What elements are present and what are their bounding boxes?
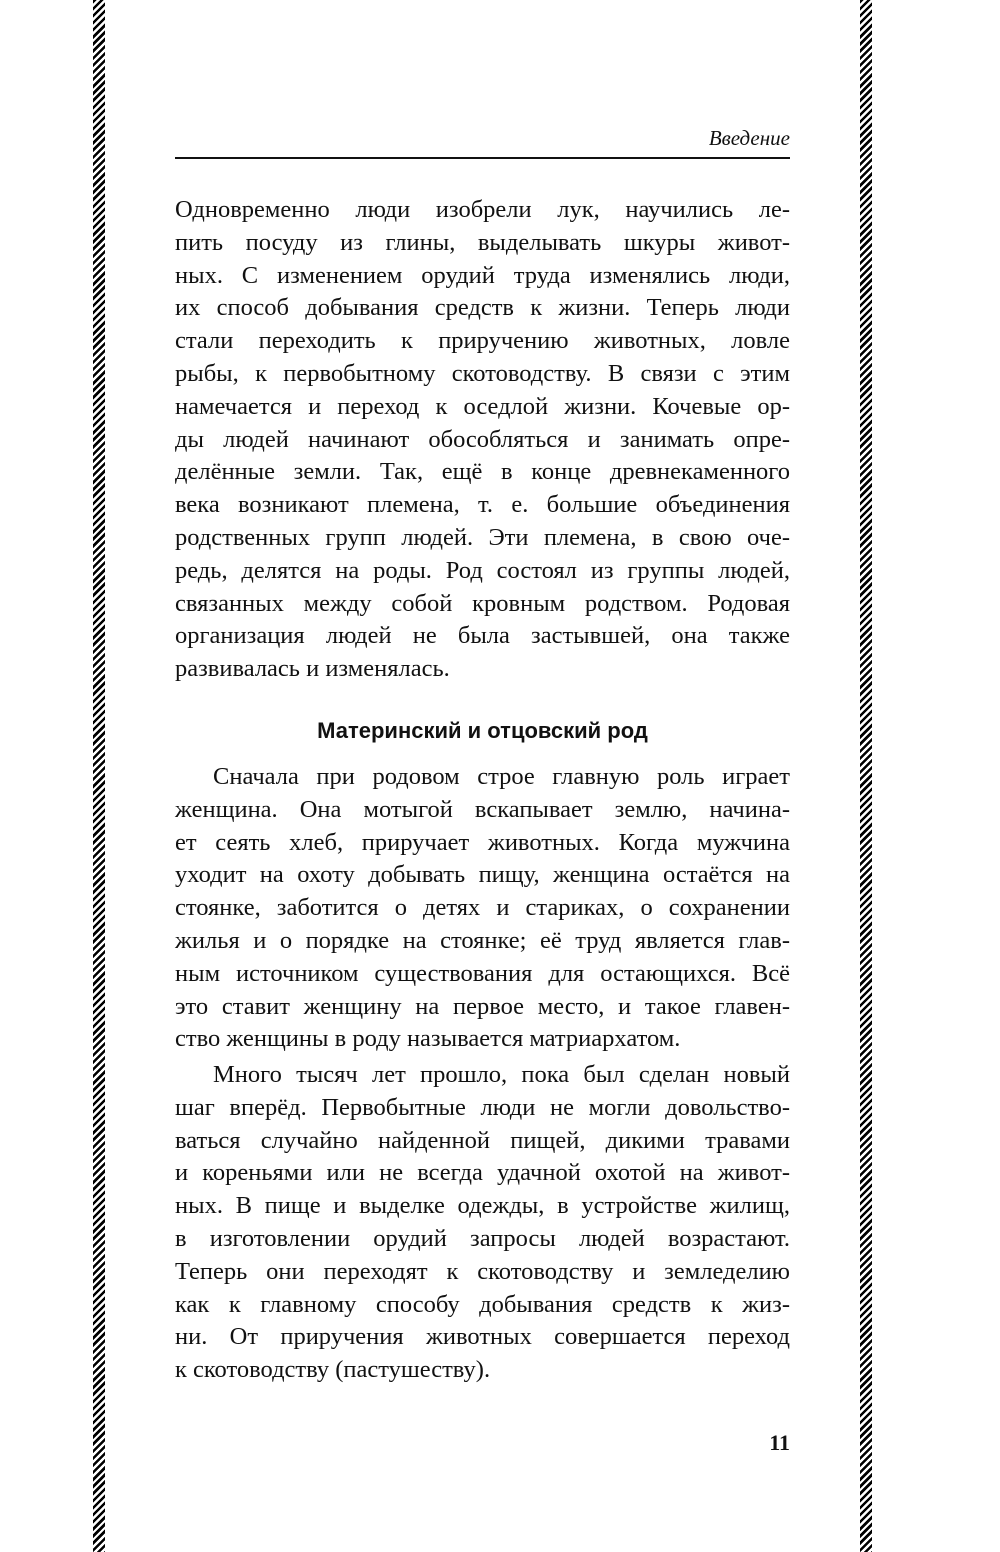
text-line: намечается и переход к оседлой жизни. Кочевые ор-	[175, 392, 790, 420]
text-line: ни. От приручения животных совершается переход	[175, 1323, 790, 1351]
text-line: как к главному способу добывания средств к жиз-	[175, 1290, 790, 1318]
text-line: жилья и о порядке на стоянке; её труд является глав-	[175, 926, 790, 954]
text-line: шаг вперёд. Первобытные люди не могли довольство-	[175, 1093, 790, 1121]
text-line: рыбы, к первобытному скотоводству. В связи с этим	[175, 359, 790, 387]
text-line: это ставит женщину на первое место, и такое главен-	[175, 992, 790, 1020]
running-head: Введение	[708, 126, 790, 150]
text-line: развивалась и изменялась.	[175, 655, 450, 683]
text-line: ды людей начинают обособляться и занимать опре-	[175, 425, 790, 453]
text-line: их способ добывания средств к жизни. Теперь люди	[175, 294, 790, 322]
paragraph-1	[175, 194, 790, 686]
text-line: ваться случайно найденной пищей, дикими травами	[175, 1126, 790, 1154]
text-line: стоянке, заботится о детях и стариках, о сохранении	[175, 894, 790, 922]
text-line: пить посуду из глины, выделывать шкуры живот-	[175, 228, 790, 256]
text-line: ных. В пище и выделке одежды, в устройстве жилищ,	[175, 1192, 790, 1220]
text-line: редь, делятся на роды. Род состоял из группы людей,	[175, 556, 790, 584]
text-line: Одновременно люди изобрели лук, научились ле-	[175, 196, 790, 223]
text-line: ет сеять хлеб, приручает животных. Когда мужчина	[175, 828, 790, 856]
section-heading: Материнский и отцовский род	[317, 718, 648, 743]
text-line: ство женщины в роду называется матриархатом.	[175, 1025, 681, 1053]
paragraph-2	[175, 761, 790, 1056]
page-number: 11	[769, 1430, 790, 1455]
text-line: родственных групп людей. Эти племена, в свою оче-	[175, 523, 790, 551]
text-line: и кореньями или не всегда удачной охотой на живот-	[175, 1159, 790, 1187]
text-line: уходит на охоту добывать пищу, женщина остаётся на	[175, 861, 790, 889]
paragraph-3	[175, 1059, 790, 1387]
decorative-border-right	[860, 0, 872, 1552]
text-line: ным источником существования для остающихся. Всё	[175, 959, 790, 987]
text-line: ных. С изменением орудий труда изменялись люди,	[175, 261, 790, 289]
text-line: Сначала при родовом строе главную роль играет	[213, 763, 790, 790]
text-line: организация людей не была застывшей, она также	[175, 622, 790, 650]
text-line: стали переходить к приручению животных, ловле	[175, 327, 790, 355]
text-line: к скотоводству (пастушеству).	[175, 1356, 491, 1384]
text-line: Теперь они переходят к скотоводству и земледелию	[175, 1257, 790, 1285]
text-line: женщина. Она мотыгой вскапывает землю, начина-	[175, 795, 790, 823]
decorative-border-left	[93, 0, 105, 1552]
text-line: Много тысяч лет прошло, пока был сделан новый	[213, 1061, 790, 1088]
text-line: в изготовлении орудий запросы людей возрастают.	[175, 1224, 790, 1252]
text-line: связанных между собой кровным родством. Родовая	[175, 589, 790, 617]
header-rule	[175, 157, 790, 159]
text-line: века возникают племена, т. е. большие объединения	[175, 491, 790, 519]
text-line: делённые земли. Так, ещё в конце древнекаменного	[175, 458, 790, 486]
